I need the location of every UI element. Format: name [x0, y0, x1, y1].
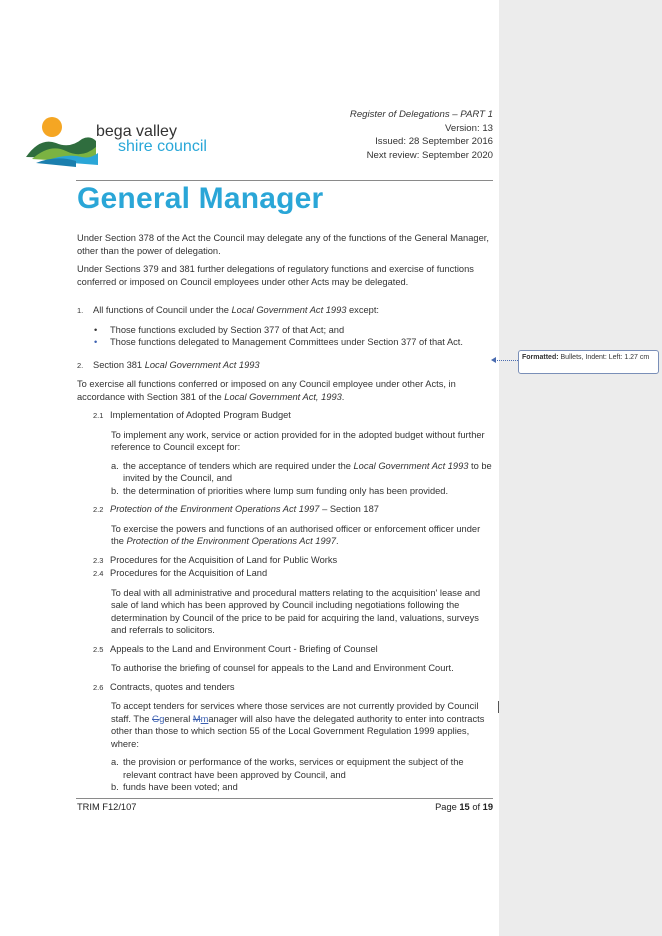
section-2-6-text-3: anager will also have the delegated authority to enter into contracts other than those to which section 55 of the Local Government Regulation 1999 applies, where: — [111, 713, 485, 749]
intro-paragraph-2: Under Sections 379 and 381 further delegations of regulatory functions and exercise of functions conferred or imposed on Council employees under other Acts may be delegated. — [77, 264, 474, 287]
section-2-6-number: 2.6 — [93, 682, 104, 692]
section-2-paragraph-act: Local Government Act, 1993 — [224, 391, 342, 402]
section-2-2-text: To exercise the powers and functions of an authorised officer or enforcement officer under the — [111, 523, 481, 546]
trim-reference: TRIM F12/107 — [77, 802, 137, 812]
page-title: General Manager — [77, 182, 324, 215]
comment-connector — [494, 360, 518, 361]
section-2-5-heading — [77, 643, 495, 657]
item-a-text: the acceptance of tenders which are required under the — [123, 460, 354, 471]
section-2-1-paragraph: To implement any work, service or action provided for in the adopted budget without further reference to Council except for: — [111, 429, 485, 452]
issued-date: Issued: 28 September 2016 — [375, 136, 493, 147]
section-2-1-heading — [77, 409, 495, 423]
section-1-text: All functions of Council under the — [93, 305, 232, 315]
document-body — [77, 232, 495, 794]
section-2-5-paragraph: To authorise the briefing of counsel for appeals to the Land and Environment Court. — [111, 663, 454, 673]
item-a-act: Local Government Act 1993 — [353, 460, 469, 471]
item-a-text-end: to be invited by the Council, and — [123, 460, 492, 483]
register-title: Register of Delegations – PART 1 — [349, 109, 493, 120]
section-2-heading — [77, 359, 495, 373]
section-2-6-item-a — [77, 756, 495, 781]
inserted-text: g — [159, 713, 165, 724]
section-2-4-heading — [77, 567, 495, 581]
page-label: Page — [435, 802, 460, 812]
version-label: Version: 13 — [444, 122, 493, 134]
document-header — [350, 108, 493, 162]
section-2-2-text-end: . — [336, 536, 339, 546]
section-2-5-number: 2.5 — [93, 644, 104, 654]
deleted-text: G — [152, 713, 160, 724]
section-1-heading — [77, 304, 495, 318]
total-pages: 19 — [482, 802, 493, 812]
logo-line-1: bega valley — [96, 123, 177, 140]
section-2-text: Section 381 — [93, 359, 145, 370]
item-b-text: the determination of priorities where lump sum funding only has been provided. — [123, 485, 449, 496]
section-2-1-item-a — [77, 460, 495, 485]
section-2-act: Local Government Act 1993 — [144, 359, 260, 370]
council-logo-text — [96, 124, 207, 154]
intro-paragraph-1: Under Section 378 of the Act the Council may delegate any of the functions of the General Manager, other than the power of delegation. — [77, 233, 489, 256]
item-b-text: funds have been voted; and — [123, 782, 238, 792]
section-2-2-paragraph — [77, 523, 495, 548]
section-2-3-title: Procedures for the Acquisition of Land for Public Works — [110, 554, 338, 565]
section-1-act: Local Government Act 1993 — [231, 305, 347, 315]
review-date: Next review: September 2020 — [366, 149, 493, 161]
section-2-6-text: To accept tenders for services where those services are not currently provided by Council staff. The — [111, 701, 479, 724]
item-label: b. — [111, 782, 119, 792]
section-2-6-heading — [77, 681, 495, 695]
section-2-paragraph — [77, 378, 495, 403]
section-2-1-number: 2.1 — [93, 411, 104, 420]
section-2-paragraph-end: . — [341, 391, 345, 402]
section-2-paragraph-text: To exercise all functions conferred or imposed on any Council employee under other Acts, in accordance with Section 381 of the — [77, 379, 456, 402]
section-2-6-title: Contracts, quotes and tenders — [110, 681, 235, 692]
comment-margin-pane — [499, 0, 662, 936]
bullet-item-1 — [77, 324, 495, 337]
section-2-3-number: 2.3 — [93, 555, 104, 565]
section-2-6-paragraph — [77, 700, 495, 750]
section-2-4-paragraph: To deal with all administrative and procedural matters relating to the acquisition' lease and sale of land which has been approved by Council including negotiations following the determination by Council of the price to be paid for acquiring the land, valuations, surveys and referrals to solicitors. — [111, 587, 481, 635]
current-page: 15 — [459, 802, 470, 812]
section-2-2-paragraph-act: Protection of the Environment Operations Act 1997 — [126, 536, 336, 546]
section-2-4-number: 2.4 — [93, 569, 104, 578]
section-1-number: 1. — [77, 306, 84, 315]
logo-line-2: shire council — [118, 138, 207, 155]
section-2-3-heading — [77, 554, 495, 568]
section-2-6-item-b — [77, 781, 495, 794]
footer-divider — [76, 798, 493, 799]
inserted-text: m — [200, 713, 209, 724]
deleted-text: M — [192, 713, 201, 724]
section-2-1-title: Implementation of Adopted Program Budget — [110, 410, 291, 420]
section-2-2-heading — [77, 503, 495, 517]
section-2-4-title: Procedures for the Acquisition of Land — [110, 568, 268, 578]
formatting-comment-balloon[interactable] — [518, 350, 659, 374]
header-divider — [76, 180, 493, 181]
section-2-number: 2. — [77, 360, 84, 370]
page-number — [435, 802, 493, 812]
item-label: a. — [111, 757, 119, 767]
section-2-6-text-2: eneral — [164, 713, 193, 724]
section-1-text-end: except: — [346, 305, 379, 315]
section-2-5-title: Appeals to the Land and Environment Court - Briefing of Counsel — [110, 643, 378, 654]
item-a-text: the provision or performance of the works, services or equipment the subject of the relevant contract have been approved by Council, and — [123, 757, 464, 780]
bullet-item-2 — [77, 336, 495, 349]
bullet-text-1: Those functions excluded by Section 377 of that Act; and — [110, 324, 345, 335]
section-2-2-number: 2.2 — [93, 505, 104, 514]
comment-text: Bullets, Indent: Left: 1.27 cm — [558, 354, 650, 361]
page-of: of — [469, 802, 483, 812]
bullet-icon: • — [94, 337, 98, 347]
item-label: b. — [111, 485, 119, 496]
comment-label: Formatted: — [522, 354, 559, 361]
item-label: a. — [111, 460, 119, 471]
bullet-text-2: Those functions delegated to Management Committees under Section 377 of that Act. — [110, 337, 463, 347]
section-2-1-item-b — [77, 485, 495, 498]
change-bar — [498, 701, 499, 713]
section-2-2-title-end: – Section 187 — [319, 504, 379, 514]
bullet-icon: • — [94, 324, 98, 335]
section-2-2-act: Protection of the Environment Operations Act 1997 — [110, 504, 320, 514]
